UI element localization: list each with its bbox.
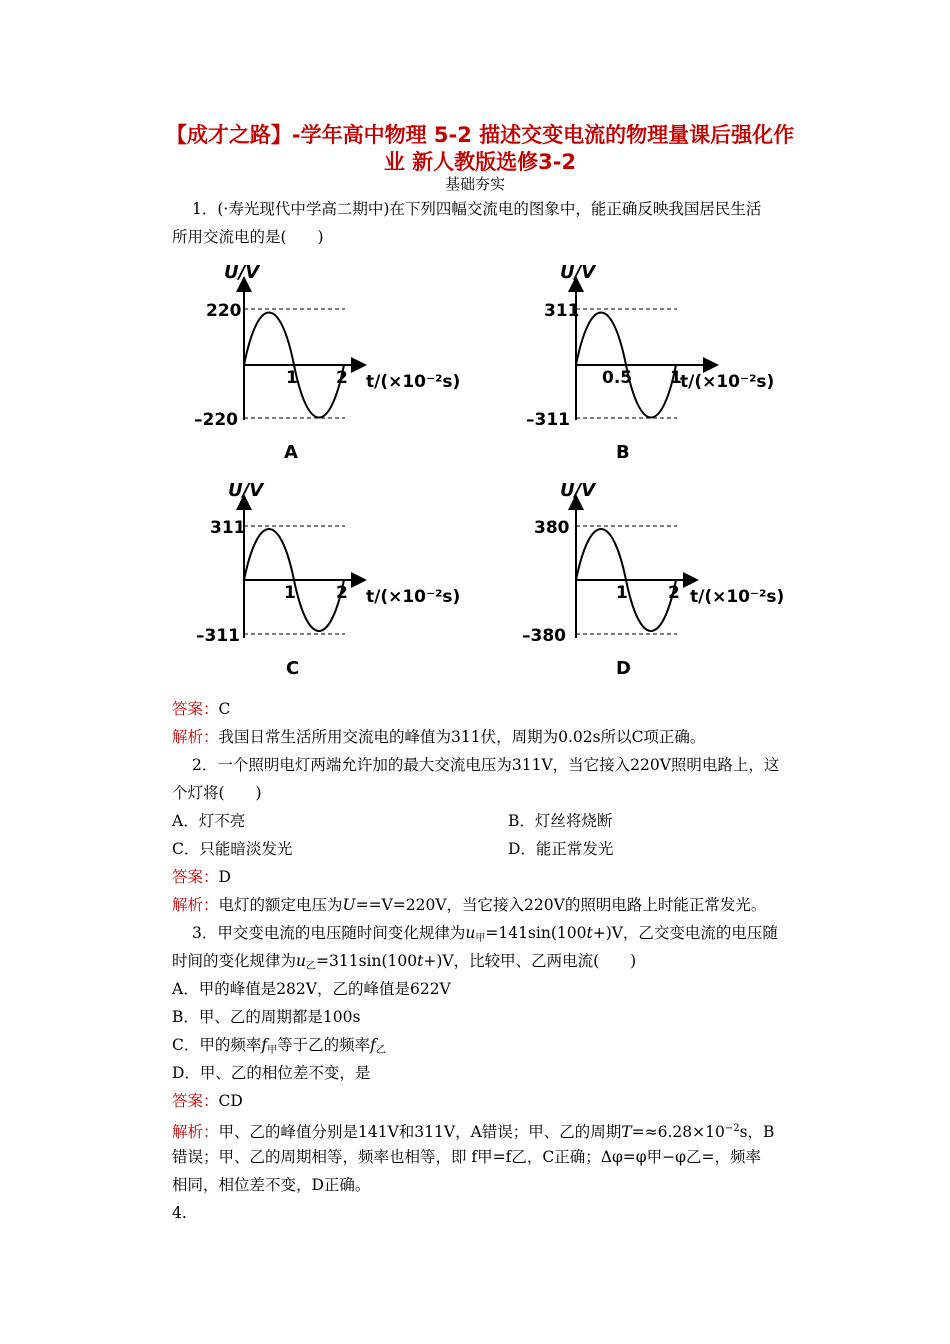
q1-line-2: 所用交流电的是( ) [172,228,324,246]
q1-analysis [172,727,705,747]
graph-a [194,262,460,463]
answer-label: 答案： [172,1092,219,1110]
analysis-label: 解析： [172,1123,219,1141]
graph-c-caption: C [286,658,300,679]
q3-line-2 [172,951,636,977]
q4-number: 4. [172,1204,187,1222]
title-line-2: 业 新人教版选修3-2 [383,150,577,174]
q3-optc-f1: f [261,1036,268,1054]
q3-l2-mid: =311sin(100 [316,952,418,970]
q2-option-a: A．灯不亮 [172,812,246,830]
q3-optc-sub1: 甲 [267,1045,278,1056]
graph-d-x-label: t/(×10⁻²s) [690,587,785,607]
q2-answer [172,867,231,887]
q3-option-b: B．甲、乙的周期都是100s [172,1008,361,1026]
q1-answer [172,699,230,719]
answer-label: 答案： [172,700,219,718]
document-title [130,122,830,176]
graph-a-caption: A [284,442,298,463]
graph-c-y-label: U/V [228,480,264,501]
q3-an-l1-end: s，B [739,1123,775,1141]
q3-l2-var: u [296,952,306,970]
graph-d-tick-2: 2 [668,583,680,603]
q3-an-l1-post: =≈6.28×10 [631,1123,725,1141]
graph-c-tick-1: 1 [284,583,296,603]
q3-l2-sub: 乙 [306,961,316,972]
graph-b-tick-2: 1 [670,368,682,388]
q3-option-c [172,1035,386,1061]
ac-graphs-figure [180,250,800,690]
graph-d-tick-1: 1 [616,583,628,603]
q2-line-1: 2．一个照明电灯两端允许加的最大交流电压为311V，当它接入220V照明电路上，这 [192,756,780,774]
title-line-1: 【成才之路】-学年高中物理 5-2 描述交变电流的物理量课后强化作 [165,123,795,147]
q2-analysis [172,895,766,915]
graph-d-y-label: U/V [560,480,596,501]
graph-c-x-label: t/(×10⁻²s) [366,587,461,607]
q3-l2-post: +)V，比较甲、乙两电流( ) [423,952,637,970]
graph-a-tick-1: 1 [286,368,298,388]
q3-optc-mid: 等于乙的频率 [277,1036,371,1054]
graph-c-trough: –311 [196,626,240,646]
q3-l2-pre: 时间的变化规律为 [172,952,297,970]
q3-answer-value: CD [218,1092,243,1110]
q3-option-a: A．甲的峰值是282V，乙的峰值是622V [172,980,451,998]
q3-analysis-line-2: 错误；甲、乙的周期相等，频率也相等，即 f甲=f乙，C正确；Δφ=φ甲−φ乙=，频率 [172,1148,761,1166]
analysis-label: 解析： [172,728,219,746]
q3-answer [172,1091,243,1111]
section-heading: 基础夯实 [444,175,505,193]
graph-c-peak: 311 [210,518,246,538]
graph-b-tick-1: 0.5 [602,368,633,388]
q3-l1-post: +)V，乙交变电流的电压随 [592,924,778,942]
graph-d-trough: –380 [522,626,566,646]
graph-a-x-label: t/(×10⁻²s) [366,372,461,392]
q3-analysis-line-1 [172,1119,774,1142]
graph-a-trough: –220 [194,410,238,430]
q3-l1-sub: 甲 [475,933,486,944]
q2-line-2: 个灯将( ) [172,784,262,802]
q2-option-b: B．灯丝将烧断 [508,812,613,830]
q3-optc-pre: C．甲的频率 [172,1036,262,1054]
graph-c [196,480,460,679]
answer-label: 答案： [172,868,219,886]
graph-b-trough: –311 [526,410,570,430]
graph-a-peak: 220 [206,301,242,321]
q1-answer-value: C [218,700,231,718]
graph-d-peak: 380 [534,518,570,538]
graph-b-x-label: t/(×10⁻²s) [680,372,775,392]
graph-d-caption: D [616,658,631,679]
q2-answer-value: D [218,868,231,886]
q2-analysis-pre: 电灯的额定电压为 [218,896,343,914]
q3-optc-sub2: 乙 [375,1045,386,1056]
q3-l2-t: t [417,952,424,970]
q3-analysis-line-3: 相同，相位差不变，D正确。 [172,1176,371,1194]
q2-option-c: C．只能暗淡发光 [172,840,293,858]
q2-analysis-var: U [342,896,356,914]
graph-c-tick-2: 2 [336,583,348,603]
q3-l1-var: u [465,924,476,942]
graph-b-peak: 311 [544,301,580,321]
q1-line-1: 1．(·寿光现代中学高二期中)在下列四幅交流电的图象中，能正确反映我国居民生活 [192,200,762,218]
q3-an-l1-T: T [621,1123,632,1141]
q3-option-d: D．甲、乙的相位差不变，是 [172,1064,371,1082]
graph-b-caption: B [616,442,630,463]
q3-an-l1-pre: 甲、乙的峰值分别是141V和311V，A错误；甲、乙的周期 [218,1123,622,1141]
graph-d [522,480,784,679]
q3-l1-pre: 3．甲交变电流的电压随时间变化规律为 [192,924,466,942]
q1-analysis-text: 我国日常生活所用交流电的峰值为311伏，周期为0.02s所以C项正确。 [218,728,706,746]
q3-optc-f2: f [370,1036,376,1054]
q3-line-1 [192,923,778,949]
q2-option-d: D．能正常发光 [508,840,614,858]
q3-l1-mid: =141sin(100 [485,924,587,942]
graph-a-y-label: U/V [224,262,260,283]
q3-l1-t: t [586,924,593,942]
graph-b [526,262,774,463]
q3-an-l1-exp: −2 [724,1123,740,1134]
graph-b-y-label: U/V [560,262,596,283]
graph-a-tick-2: 2 [336,368,348,388]
q2-analysis-post: ==V=220V，当它接入220V的照明电路上时能正常发光。 [355,896,767,914]
analysis-label: 解析： [172,896,219,914]
